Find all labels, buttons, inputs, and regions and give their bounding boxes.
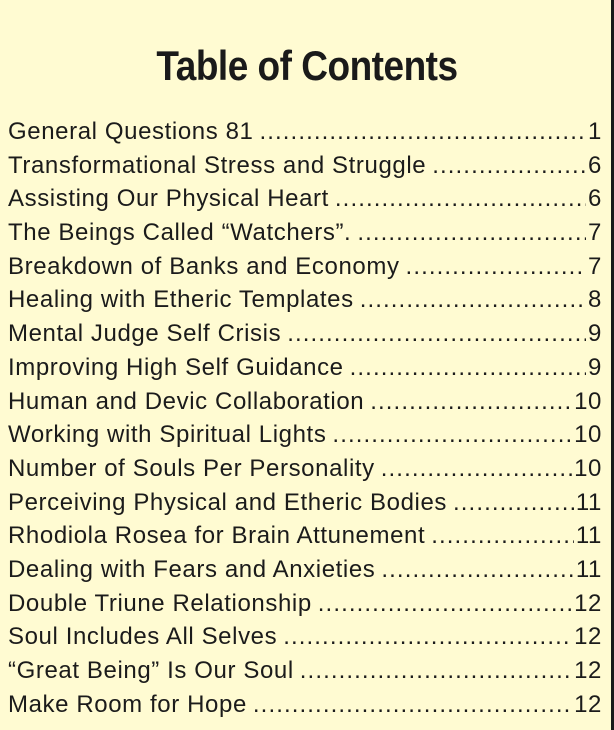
toc-entry-page-number: 12 [574,623,602,651]
toc-entry-title: Improving High Self Guidance [8,353,344,381]
toc-entry-title: Double Triune Relationship [8,589,312,617]
dot-leader [406,250,587,284]
toc-entry-page-number: 9 [588,320,602,348]
toc-entry-page-number: 11 [575,555,602,583]
toc-entry [8,351,602,385]
toc-entry-title: Dealing with Fears and Anxieties [8,555,376,583]
toc-entry [8,149,602,183]
toc-entry-title: General Questions 81 [8,118,254,145]
dot-leader [287,317,586,351]
toc-entry-title: The Beings Called “Watchers”. [8,219,352,247]
toc-entry-page-number: 6 [588,151,602,179]
toc-entry [8,317,602,351]
dot-leader [381,452,572,486]
dot-leader [370,385,572,419]
dot-leader [381,553,573,587]
toc-entry-page-number: 10 [574,387,602,415]
page-title: Table of Contents [156,42,458,89]
toc-entry-page-number: 11 [575,522,602,550]
dot-leader [335,182,586,216]
toc-list [8,115,602,721]
toc-entry-page-number: 12 [574,690,602,718]
dot-leader [332,418,572,452]
toc-entry [8,620,602,654]
toc-entry-title: Mental Judge Self Crisis [8,320,282,348]
toc-entry-page-number: 9 [588,353,602,381]
toc-entry-title: Breakdown of Banks and Economy [8,252,400,280]
dot-leader [453,486,574,520]
toc-entry-page-number: 7 [588,219,602,247]
toc-entry-title: Soul Includes All Selves [8,623,278,651]
toc-entry-page-number: 12 [574,589,602,617]
toc-entry [8,216,602,250]
dot-leader [357,216,586,250]
toc-entry-page-number: 11 [575,488,602,516]
toc-entry-title: Transformational Stress and Struggle [8,151,427,179]
toc-entry-page-number: 1 [588,118,602,145]
dot-leader [253,688,572,722]
dot-leader [431,519,574,553]
toc-entry-title: Human and Devic Collaboration [8,387,365,415]
dot-leader [283,620,572,654]
toc-entry-page-number: 10 [574,421,602,449]
toc-entry [8,115,602,149]
dot-leader [318,587,572,621]
toc-entry [8,418,602,452]
toc-entry [8,385,602,419]
toc-entry-title: Rhodiola Rosea for Brain Attunement [8,522,426,550]
toc-entry-title: Healing with Etheric Templates [8,286,354,314]
toc-entry-page-number: 10 [574,454,602,482]
toc-entry [8,250,602,284]
toc-entry-title: Perceiving Physical and Etheric Bodies [8,488,448,516]
toc-entry-title: Number of Souls Per Personality [8,454,375,482]
toc-entry [8,688,602,722]
toc-entry [8,283,602,317]
toc-entry-page-number: 8 [588,286,602,314]
toc-entry-page-number: 7 [588,252,602,280]
toc-entry-title: Assisting Our Physical Heart [8,185,329,213]
toc-entry-title: Working with Spiritual Lights [8,421,327,449]
dot-leader [300,654,572,688]
dot-leader [350,351,586,385]
toc-entry [8,182,602,216]
toc-entry-title: “Great Being” Is Our Soul [8,657,294,684]
toc-entry-title: Make Room for Hope [8,690,247,718]
toc-entry [8,654,602,688]
toc-entry [8,486,602,520]
dot-leader [432,149,586,183]
toc-entry [8,519,602,553]
toc-entry [8,587,602,621]
dot-leader [360,283,586,317]
toc-entry [8,452,602,486]
dot-leader [259,115,586,149]
toc-entry [8,553,602,587]
toc-entry-page-number: 12 [574,657,602,684]
toc-entry-page-number: 6 [588,185,602,213]
